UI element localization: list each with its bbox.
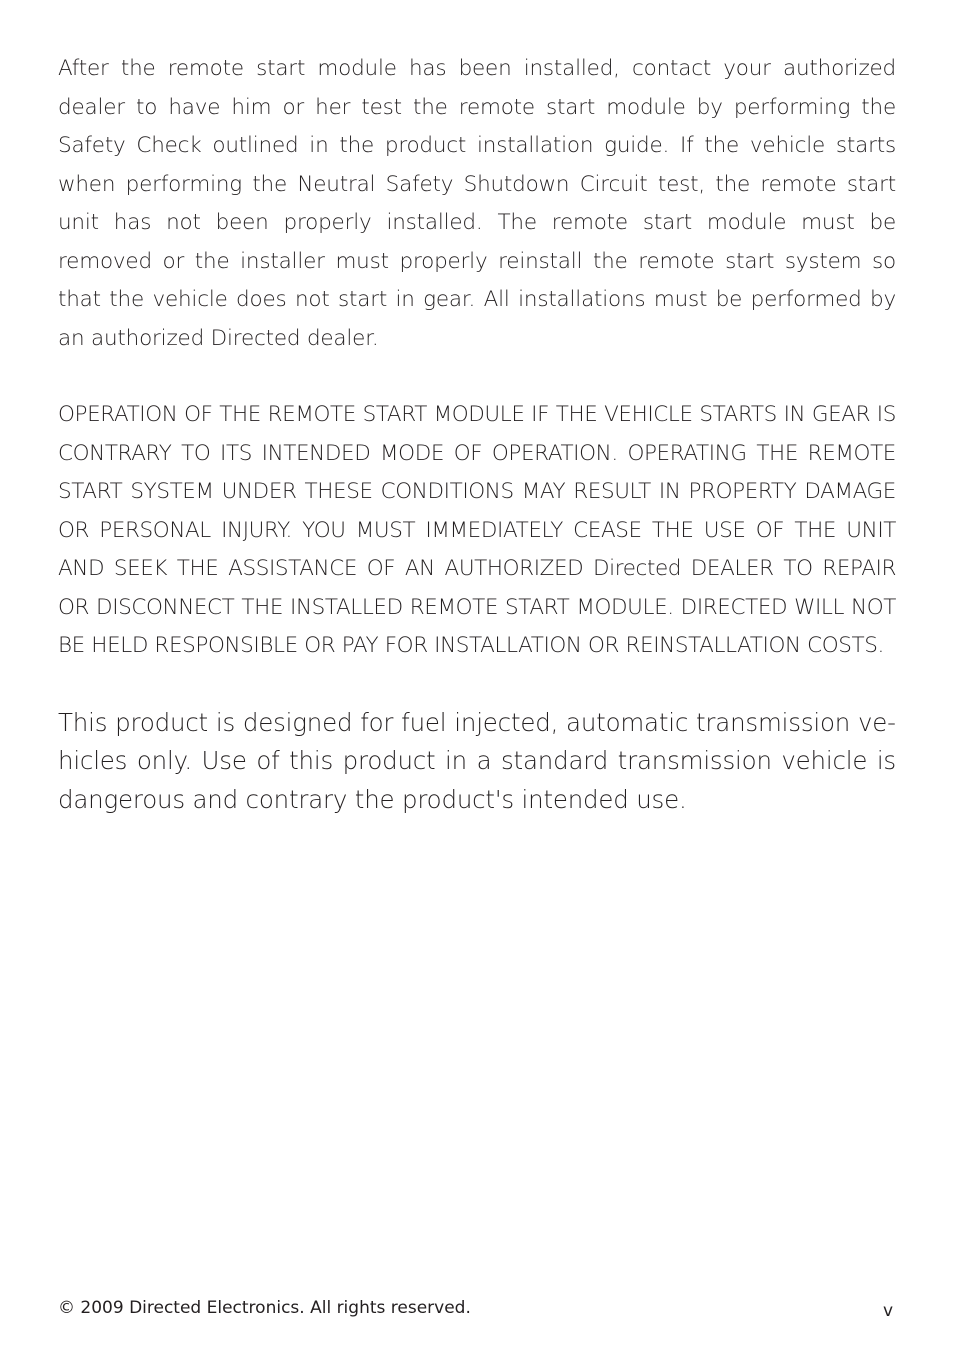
automatic-transmission-notice: This product is designed for fuel injected, automatic transmission vehicles only. Use of this product in a standard transmission vehicle is dangerous and contrary the product's intended use. <box>58 707 896 814</box>
warning-paragraph: OPERATION OF THE REMOTE START MODULE IF THE VEHICLE STARTS IN GEAR IS CONTRARY TO ITS INTENDED MODE OF OPERATION. OPERATING THE REMOTE START SYSTEM UNDER THESE CONDITIONS MAY RESULT IN PROPERTY DAMAGE OR PERSONAL INJURY. YOU MUST IMMEDIATELY CEASE THE USE OF THE UNIT AND SEEK THE ASSISTANCE OF AN AUTHORIZED Directed DEALER TO REPAIR OR DISCONNECT THE INSTALLED REMOTE START MODULE. DIRECTED WILL NOT BE HELD RESPONSIBLE OR PAY FOR INSTALLATION OR REINSTALLATION COSTS. <box>58 402 896 658</box>
page-body <box>58 50 896 819</box>
page-number: v <box>883 1301 894 1321</box>
safety-check-paragraph: After the remote start module has been installed, contact your authorized dealer to have him or her test the remote start module by performing the Safety Check outlined in the product installation guide. If the vehicle starts when performing the Neutral Safety Shutdown Circuit test, the remote start unit has not been properly installed. The remote start module must be removed or the installer must properly reinstall the remote start system so that the vehicle does not start in gear. All installations must be performed by an authorized Directed dealer. <box>58 56 896 351</box>
footer-copyright: © 2009 Directed Electronics. All rights reserved. <box>58 1298 471 1318</box>
